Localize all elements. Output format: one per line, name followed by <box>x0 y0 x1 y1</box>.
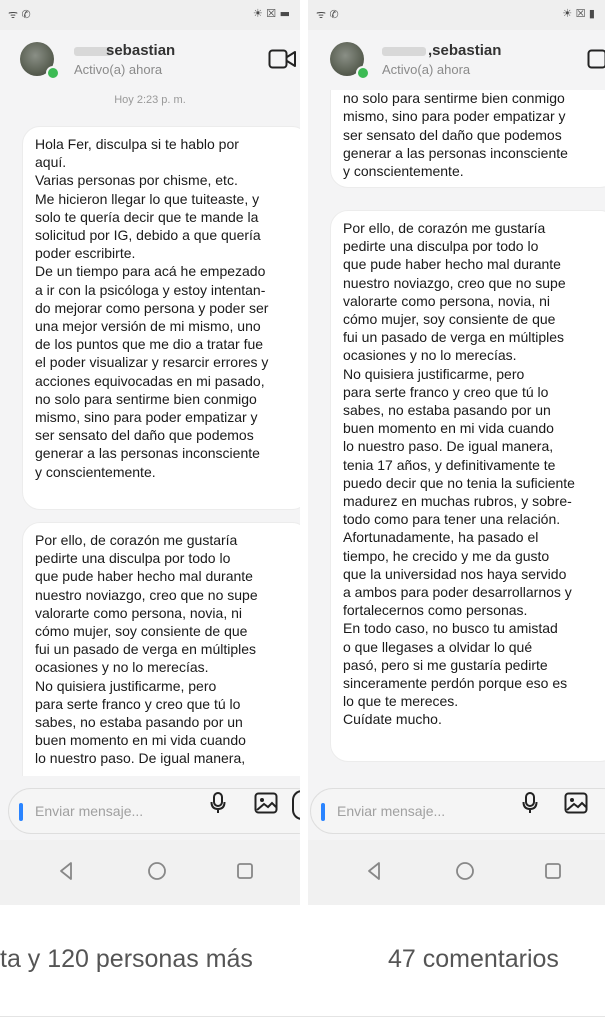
gallery-icon[interactable] <box>564 792 588 814</box>
chat-header <box>0 30 300 90</box>
status-left-icons: ᯤ ✆ <box>316 8 339 21</box>
video-call-icon[interactable] <box>587 48 605 70</box>
text-cursor <box>321 803 325 821</box>
message-composer <box>0 780 300 840</box>
message-composer <box>308 780 605 840</box>
comments-count[interactable]: 47 comentarios <box>388 945 559 973</box>
contact-name-text: sebastian <box>106 42 176 59</box>
status-right-icons: ☀ ☒ ▮ <box>562 7 595 20</box>
sticker-icon[interactable] <box>292 790 300 820</box>
message-text: no solo para sentirme bien conmigo mismo, sino para poder empatizar y ser sensato del daño que podemos generar a las personas inconsciente y conscientemente. <box>343 90 568 180</box>
timestamp: Hoy 2:23 p. m. <box>114 94 186 106</box>
status-bar <box>308 0 605 30</box>
left-screenshot <box>0 0 300 905</box>
home-nav-icon[interactable] <box>146 860 168 882</box>
microphone-icon[interactable] <box>210 792 226 814</box>
status-right-icons: ☀ ☒ ▬ <box>252 7 290 20</box>
system-navigation-bar <box>0 840 300 905</box>
video-call-icon[interactable] <box>268 48 298 70</box>
text-cursor <box>19 803 23 821</box>
online-indicator <box>46 66 60 80</box>
online-indicator <box>356 66 370 80</box>
message-bubble[interactable] <box>22 126 300 510</box>
system-navigation-bar <box>308 840 605 905</box>
footer-divider <box>0 1016 605 1017</box>
right-screenshot <box>308 0 605 905</box>
contact-name-text: sebastian <box>432 42 502 59</box>
presence-status: Activo(a) ahora <box>74 62 163 77</box>
contact-name-prefix: , <box>428 42 433 59</box>
contact-name[interactable] <box>74 42 175 59</box>
status-left-icons: ᯤ ✆ <box>8 8 31 21</box>
message-bubble[interactable] <box>330 210 605 762</box>
back-nav-icon[interactable] <box>56 860 78 882</box>
message-bubble[interactable] <box>22 522 300 776</box>
message-text: Por ello, de corazón me gustaría pedirte una disculpa por todo lo que pude haber hecho mal durante nuestro noviazgo, creo que no supe valorarte como persona, novia, ni cómo mujer, soy consiente de que fui un pasado de verga en múltiples ocasiones y no lo merecías. No quisiera justificarme, pero para serte franco y creo que tú lo sabes, no estaba pasando por un buen momento en mi vida cuando lo nuestro paso. De igual manera, tenia 17 años, y definitivamente te puedo decir que no tenia la suficiente madurez en muchas rubros, y sobre- todo como para tener una relación. Afortunadamente, ha pasado el tiempo, he crecido y me da gusto que la universidad nos haya servido a ambos para poder desarrollarnos y fortalecernos como personas. En todo caso, no busco tu amistad o que llegases a olvidar lo qué pasó, pero si me gustaría pedirte sinceramente perdón porque eso es lo que te mereces. Cuídate mucho. <box>343 220 575 728</box>
reactions-summary[interactable]: ta y 120 personas más <box>0 945 253 973</box>
presence-status: Activo(a) ahora <box>382 62 471 77</box>
contact-name[interactable] <box>382 42 501 59</box>
recents-nav-icon[interactable] <box>234 860 256 882</box>
panel-divider <box>300 0 308 905</box>
gallery-icon[interactable] <box>254 792 278 814</box>
message-list[interactable] <box>308 90 605 776</box>
message-placeholder: Enviar mensaje... <box>35 803 144 819</box>
message-list[interactable] <box>0 90 300 776</box>
message-text: Hola Fer, disculpa si te hablo por aquí. Varias personas por chisme, etc. Me hicieron llegar lo que tuiteaste, y solo te quería decir que te mande la solicitud por IG, debido a que quería poder escribirte. De un tiempo para acá he empezado a ir con la psicóloga y estoy intentan- do mejorar como persona y poder ser una mejor versión de mi mismo, uno de los puntos que me dio a tratar fue el poder visualizar y resarcir errores y acciones equivocadas en mi pasado, no solo para sentirme bien conmigo mismo, sino para poder empatizar y ser sensato del daño que podemos generar a las personas inconsciente y conscientemente. <box>35 136 269 480</box>
microphone-icon[interactable] <box>522 792 538 814</box>
chat-header <box>308 30 605 90</box>
recents-nav-icon[interactable] <box>542 860 564 882</box>
back-nav-icon[interactable] <box>364 860 386 882</box>
message-bubble[interactable] <box>330 90 605 188</box>
message-input[interactable] <box>310 788 605 834</box>
message-text: Por ello, de corazón me gustaría pedirte una disculpa por todo lo que pude haber hecho mal durante nuestro noviazgo, creo que no supe valorarte como persona, novia, ni cómo mujer, soy consiente de que fui un pasado de verga en múltiples ocasiones y no lo merecías. No quisiera justificarme, pero para serte franco y creo que tú lo sabes, no estaba pasando por un buen momento en mi vida cuando lo nuestro paso. De igual manera, <box>35 532 258 767</box>
home-nav-icon[interactable] <box>454 860 476 882</box>
status-bar <box>0 0 300 30</box>
message-placeholder: Enviar mensaje... <box>337 803 446 819</box>
